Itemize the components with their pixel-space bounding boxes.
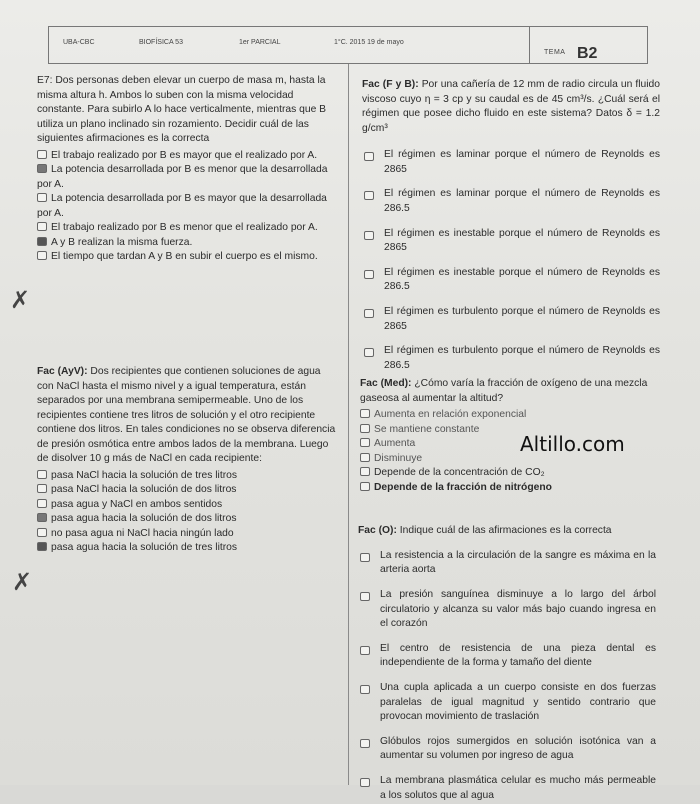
- checkbox-icon[interactable]: [360, 467, 370, 476]
- option-item[interactable]: La potencia desarrollada por B es mayor que la desarrollada por A.: [37, 193, 327, 219]
- option-item[interactable]: El régimen es laminar porque el número de Reynolds es 2865: [362, 148, 660, 177]
- handwritten-cross-icon: ✗: [12, 568, 33, 596]
- option-item[interactable]: El trabajo realizado por B es menor que el realizado por A.: [37, 221, 337, 236]
- checkbox-icon[interactable]: [360, 438, 370, 447]
- checkbox-icon[interactable]: [364, 231, 374, 240]
- option-item[interactable]: El régimen es inestable porque el número de Reynolds es 286.5: [362, 266, 660, 295]
- option-item[interactable]: El régimen es turbulento porque el número de Reynolds es 286.5: [362, 344, 660, 373]
- subject-label: BIOFÍSICA 53: [139, 39, 183, 46]
- checkbox-icon[interactable]: [360, 424, 370, 433]
- checkbox-icon[interactable]: [360, 646, 370, 655]
- question-fyb: [362, 78, 660, 374]
- checkbox-icon[interactable]: [37, 528, 47, 537]
- exam-header: [48, 26, 648, 64]
- option-item[interactable]: La potencia desarrollada por B es menor que la desarrollada por A.: [37, 164, 328, 190]
- question-ayv-text: Fac (AyV): Dos recipientes que contienen soluciones de agua con NaCl hasta el mismo nivel y a igual temperatura, están separados por una membrana semipermeable. Uno de los recipientes contiene tres litros de solución y el otro recipiente contiene dos litros. En tales condiciones no se observa diferencia de presión osmótica entre ambos lados de la membrana. Luego de disolver 10 g más de NaCl en cada recipiente:: [37, 366, 336, 464]
- question-med-text: Fac (Med): ¿Cómo varía la fracción de oxígeno de una mezcla gaseosa al aumentar la altitud?: [360, 378, 648, 404]
- school-label: UBA-CBC: [63, 39, 95, 46]
- option-item[interactable]: La membrana plasmática celular es mucho más permeable a los solutos que al agua: [358, 774, 656, 803]
- checkbox-icon[interactable]: [364, 348, 374, 357]
- option-item[interactable]: El centro de resistencia de una pieza dental es independiente de la forma y tamaño del diente: [358, 642, 656, 671]
- checkbox-icon[interactable]: [37, 542, 47, 551]
- exam-label: 1er PARCIAL: [239, 39, 281, 46]
- option-item[interactable]: La resistencia a la circulación de la sangre es máxima en la arteria aorta: [358, 549, 656, 578]
- question-fyb-text: Fac (F y B): Por una cañería de 12 mm de radio circula un fluido viscoso cuyo η = 3 cp y su caudal es de 45 cm³/s. ¿Cuál será el régimen que posee dicho fluido en este sistema? Datos δ = 1.2 g/cm³: [362, 79, 660, 134]
- option-item[interactable]: El régimen es inestable porque el número de Reynolds es 2865: [362, 227, 660, 256]
- option-item[interactable]: La presión sanguínea disminuye a lo largo del árbol circulatorio y alcanza su valor más bajo cuando ingresa en el corazón: [358, 588, 656, 632]
- checkbox-icon[interactable]: [37, 499, 47, 508]
- option-item[interactable]: El trabajo realizado por B es mayor que el realizado por A.: [37, 149, 337, 164]
- checkbox-icon[interactable]: [37, 164, 47, 173]
- checkbox-icon[interactable]: [37, 150, 47, 159]
- question-ayv: [37, 365, 337, 556]
- checkbox-icon[interactable]: [360, 482, 370, 491]
- checkbox-icon[interactable]: [364, 191, 374, 200]
- option-item[interactable]: Glóbulos rojos sumergidos en solución isotónica van a aumentar su volumen por ingreso de agua: [358, 735, 656, 764]
- option-item[interactable]: pasa agua y NaCl en ambos sentidos: [37, 498, 337, 513]
- checkbox-icon[interactable]: [364, 270, 374, 279]
- checkbox-icon[interactable]: [360, 739, 370, 748]
- tema-value: B2: [577, 45, 598, 62]
- checkbox-icon[interactable]: [360, 685, 370, 694]
- checkbox-icon[interactable]: [37, 513, 47, 522]
- checkbox-icon[interactable]: [360, 553, 370, 562]
- question-o: [358, 524, 656, 804]
- question-e7: [37, 74, 337, 265]
- checkbox-icon[interactable]: [360, 453, 370, 462]
- column-divider: [348, 64, 349, 785]
- watermark-text: Altillo.com: [520, 432, 625, 456]
- date-label: 1°C. 2015 19 de mayo: [334, 39, 404, 46]
- checkbox-icon[interactable]: [364, 152, 374, 161]
- checkbox-icon[interactable]: [360, 409, 370, 418]
- checkbox-icon[interactable]: [37, 484, 47, 493]
- option-item[interactable]: Aumenta en relación exponencial: [360, 408, 658, 423]
- option-item[interactable]: El régimen es laminar porque el número de Reynolds es 286.5: [362, 187, 660, 216]
- option-item[interactable]: no pasa agua ni NaCl hacia ningún lado: [37, 527, 337, 542]
- option-item[interactable]: A y B realizan la misma fuerza.: [37, 236, 337, 251]
- option-item[interactable]: pasa agua hacia la solución de dos litros: [37, 512, 337, 527]
- tema-label: TEMA: [544, 49, 566, 56]
- checkbox-icon[interactable]: [364, 309, 374, 318]
- option-item[interactable]: pasa NaCl hacia la solución de tres litros: [37, 469, 337, 484]
- option-item[interactable]: pasa NaCl hacia la solución de dos litros: [37, 483, 337, 498]
- option-item[interactable]: Aumenta: [360, 437, 658, 452]
- checkbox-icon[interactable]: [37, 193, 47, 202]
- checkbox-icon[interactable]: [37, 237, 47, 246]
- option-item[interactable]: El tiempo que tardan A y B en subir el cuerpo es el mismo.: [37, 250, 337, 265]
- question-e7-text: E7: Dos personas deben elevar un cuerpo de masa m, hasta la misma altura h. Ambos lo suben con la misma velocidad constante. Para subirlo A lo hace verticalmente, mientras que B utiliza un plano inclinado sin rozamiento. Decidir cuál de las siguientes afirmaciones es la correcta: [37, 75, 327, 144]
- option-item[interactable]: Depende de la concentración de CO₂: [360, 466, 658, 481]
- checkbox-icon[interactable]: [37, 251, 47, 260]
- checkbox-icon[interactable]: [360, 592, 370, 601]
- option-item[interactable]: El régimen es turbulento porque el número de Reynolds es 2865: [362, 305, 660, 334]
- question-o-text: Fac (O): Indique cuál de las afirmaciones es la correcta: [358, 525, 612, 536]
- option-item[interactable]: pasa agua hacia la solución de tres litros: [37, 541, 337, 556]
- option-item[interactable]: Se mantiene constante: [360, 423, 658, 438]
- option-item[interactable]: Depende de la fracción de nitrógeno: [360, 481, 658, 496]
- option-item[interactable]: Disminuye: [360, 452, 658, 467]
- header-divider: [529, 27, 530, 63]
- checkbox-icon[interactable]: [37, 470, 47, 479]
- checkbox-icon[interactable]: [37, 222, 47, 231]
- option-item[interactable]: Una cupla aplicada a un cuerpo consiste en dos fuerzas paralelas de igual magnitud y sentido contrario que provocan movimiento de traslación: [358, 681, 656, 725]
- checkbox-icon[interactable]: [360, 778, 370, 787]
- handwritten-cross-icon: ✗: [10, 286, 31, 314]
